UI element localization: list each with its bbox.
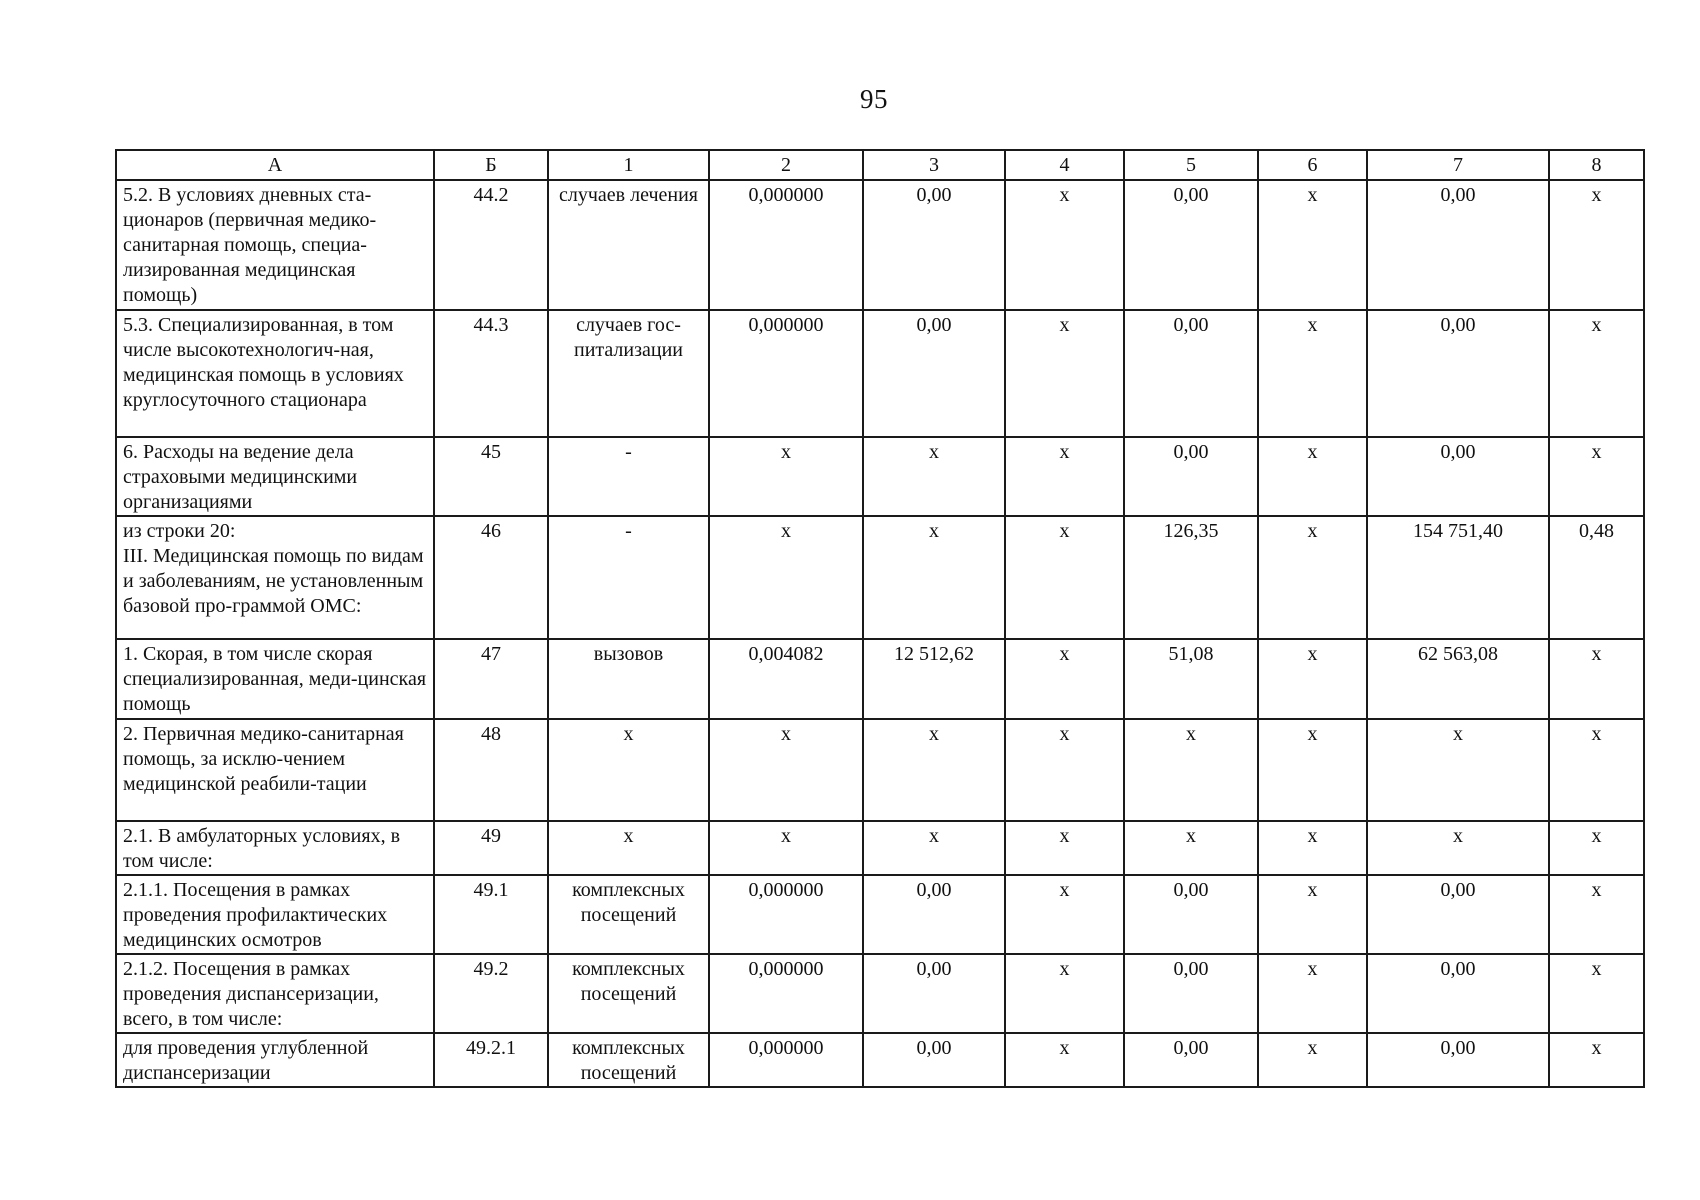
value-col-2: х (709, 437, 863, 516)
row-code: 48 (434, 719, 548, 821)
row-label: для проведения углубленной диспансеризации (116, 1033, 434, 1087)
value-col-3: 12 512,62 (863, 639, 1005, 719)
value-col-6: х (1258, 437, 1367, 516)
column-header: Б (434, 150, 548, 180)
unit-cell: комплексных посещений (548, 875, 709, 954)
value-col-8: 0,48 (1549, 516, 1644, 639)
value-col-2: х (709, 821, 863, 875)
value-col-6: х (1258, 719, 1367, 821)
header-row (116, 150, 1644, 180)
unit-cell: х (548, 821, 709, 875)
unit-cell: комплексных посещений (548, 954, 709, 1033)
value-col-4: х (1005, 516, 1124, 639)
value-col-5: х (1124, 821, 1258, 875)
value-col-7: 0,00 (1367, 310, 1549, 437)
value-col-7: х (1367, 719, 1549, 821)
unit-cell: случаев гос-питализации (548, 310, 709, 437)
value-col-4: х (1005, 180, 1124, 310)
value-col-8: х (1549, 639, 1644, 719)
table-row (116, 310, 1644, 437)
value-col-6: х (1258, 821, 1367, 875)
unit-cell: - (548, 437, 709, 516)
value-col-3: 0,00 (863, 180, 1005, 310)
table-row (116, 821, 1644, 875)
value-col-3: х (863, 516, 1005, 639)
value-col-8: х (1549, 437, 1644, 516)
column-header: 6 (1258, 150, 1367, 180)
value-col-4: х (1005, 310, 1124, 437)
value-col-2: х (709, 516, 863, 639)
value-col-8: х (1549, 1033, 1644, 1087)
table-row (116, 954, 1644, 1033)
value-col-5: х (1124, 719, 1258, 821)
value-col-7: 0,00 (1367, 875, 1549, 954)
value-col-6: х (1258, 954, 1367, 1033)
page-number: 95 (860, 84, 888, 114)
table-row (116, 516, 1644, 639)
unit-cell: комплексных посещений (548, 1033, 709, 1087)
column-header: 4 (1005, 150, 1124, 180)
value-col-5: 0,00 (1124, 310, 1258, 437)
row-label: 2.1.1. Посещения в рамках проведения профилактических медицинских осмотров (116, 875, 434, 954)
value-col-6: х (1258, 875, 1367, 954)
value-col-3: 0,00 (863, 954, 1005, 1033)
value-col-2: 0,000000 (709, 875, 863, 954)
value-col-8: х (1549, 954, 1644, 1033)
value-col-6: х (1258, 516, 1367, 639)
value-col-5: 0,00 (1124, 1033, 1258, 1087)
value-col-3: 0,00 (863, 875, 1005, 954)
table-row (116, 719, 1644, 821)
value-col-4: х (1005, 875, 1124, 954)
value-col-2: 0,000000 (709, 1033, 863, 1087)
row-label: 2. Первичная медико-санитарная помощь, за исклю-чением медицинской реабили-тации (116, 719, 434, 821)
value-col-7: 62 563,08 (1367, 639, 1549, 719)
table-row (116, 875, 1644, 954)
row-label: 1. Скорая, в том числе скорая специализированная, меди-цинская помощь (116, 639, 434, 719)
column-header: 3 (863, 150, 1005, 180)
value-col-4: х (1005, 1033, 1124, 1087)
row-code: 49.2.1 (434, 1033, 548, 1087)
table-row (116, 180, 1644, 310)
value-col-4: х (1005, 639, 1124, 719)
value-col-8: х (1549, 875, 1644, 954)
value-col-7: 0,00 (1367, 437, 1549, 516)
row-label: 2.1.2. Посещения в рамках проведения диспансеризации, всего, в том числе: (116, 954, 434, 1033)
value-col-2: 0,000000 (709, 310, 863, 437)
column-header: 7 (1367, 150, 1549, 180)
column-header: 5 (1124, 150, 1258, 180)
value-col-5: 0,00 (1124, 437, 1258, 516)
value-col-6: х (1258, 180, 1367, 310)
value-col-3: х (863, 719, 1005, 821)
value-col-2: 0,000000 (709, 954, 863, 1033)
row-code: 49.1 (434, 875, 548, 954)
value-col-5: 126,35 (1124, 516, 1258, 639)
value-col-6: х (1258, 639, 1367, 719)
value-col-2: х (709, 719, 863, 821)
value-col-4: х (1005, 954, 1124, 1033)
row-label: 6. Расходы на ведение дела страховыми медицинскими организациями (116, 437, 434, 516)
value-col-4: х (1005, 437, 1124, 516)
row-code: 46 (434, 516, 548, 639)
value-col-7: 0,00 (1367, 1033, 1549, 1087)
value-col-2: 0,004082 (709, 639, 863, 719)
value-col-3: 0,00 (863, 1033, 1005, 1087)
value-col-6: х (1258, 310, 1367, 437)
table-row (116, 639, 1644, 719)
value-col-7: х (1367, 821, 1549, 875)
value-col-6: х (1258, 1033, 1367, 1087)
unit-cell: вызовов (548, 639, 709, 719)
row-code: 47 (434, 639, 548, 719)
value-col-5: 0,00 (1124, 875, 1258, 954)
row-code: 49 (434, 821, 548, 875)
row-code: 44.2 (434, 180, 548, 310)
row-label: 2.1. В амбулаторных условиях, в том числе: (116, 821, 434, 875)
value-col-8: х (1549, 180, 1644, 310)
unit-cell: случаев лечения (548, 180, 709, 310)
value-col-8: х (1549, 821, 1644, 875)
unit-cell: х (548, 719, 709, 821)
value-col-8: х (1549, 719, 1644, 821)
value-col-4: х (1005, 719, 1124, 821)
table-row (116, 437, 1644, 516)
row-label: из строки 20: III. Медицинская помощь по видам и заболеваниям, не установленным базовой про-граммой ОМС: (116, 516, 434, 639)
row-code: 44.3 (434, 310, 548, 437)
value-col-5: 0,00 (1124, 954, 1258, 1033)
row-label: 5.2. В условиях дневных ста-ционаров (первичная медико-санитарная помощь, специа-лизированная медицинская помощь) (116, 180, 434, 310)
table-row (116, 1033, 1644, 1087)
value-col-3: 0,00 (863, 310, 1005, 437)
value-col-8: х (1549, 310, 1644, 437)
row-code: 45 (434, 437, 548, 516)
unit-cell: - (548, 516, 709, 639)
value-col-7: 0,00 (1367, 180, 1549, 310)
column-header: А (116, 150, 434, 180)
value-col-7: 154 751,40 (1367, 516, 1549, 639)
value-col-5: 51,08 (1124, 639, 1258, 719)
value-col-3: х (863, 437, 1005, 516)
column-header: 8 (1549, 150, 1644, 180)
value-col-5: 0,00 (1124, 180, 1258, 310)
row-label: 5.3. Специализированная, в том числе высокотехнологич-ная, медицинская помощь в условиях круглосуточного стационара (116, 310, 434, 437)
value-col-4: х (1005, 821, 1124, 875)
row-code: 49.2 (434, 954, 548, 1033)
value-col-2: 0,000000 (709, 180, 863, 310)
report-table (115, 149, 1645, 1088)
column-header: 1 (548, 150, 709, 180)
value-col-7: 0,00 (1367, 954, 1549, 1033)
column-header: 2 (709, 150, 863, 180)
value-col-3: х (863, 821, 1005, 875)
